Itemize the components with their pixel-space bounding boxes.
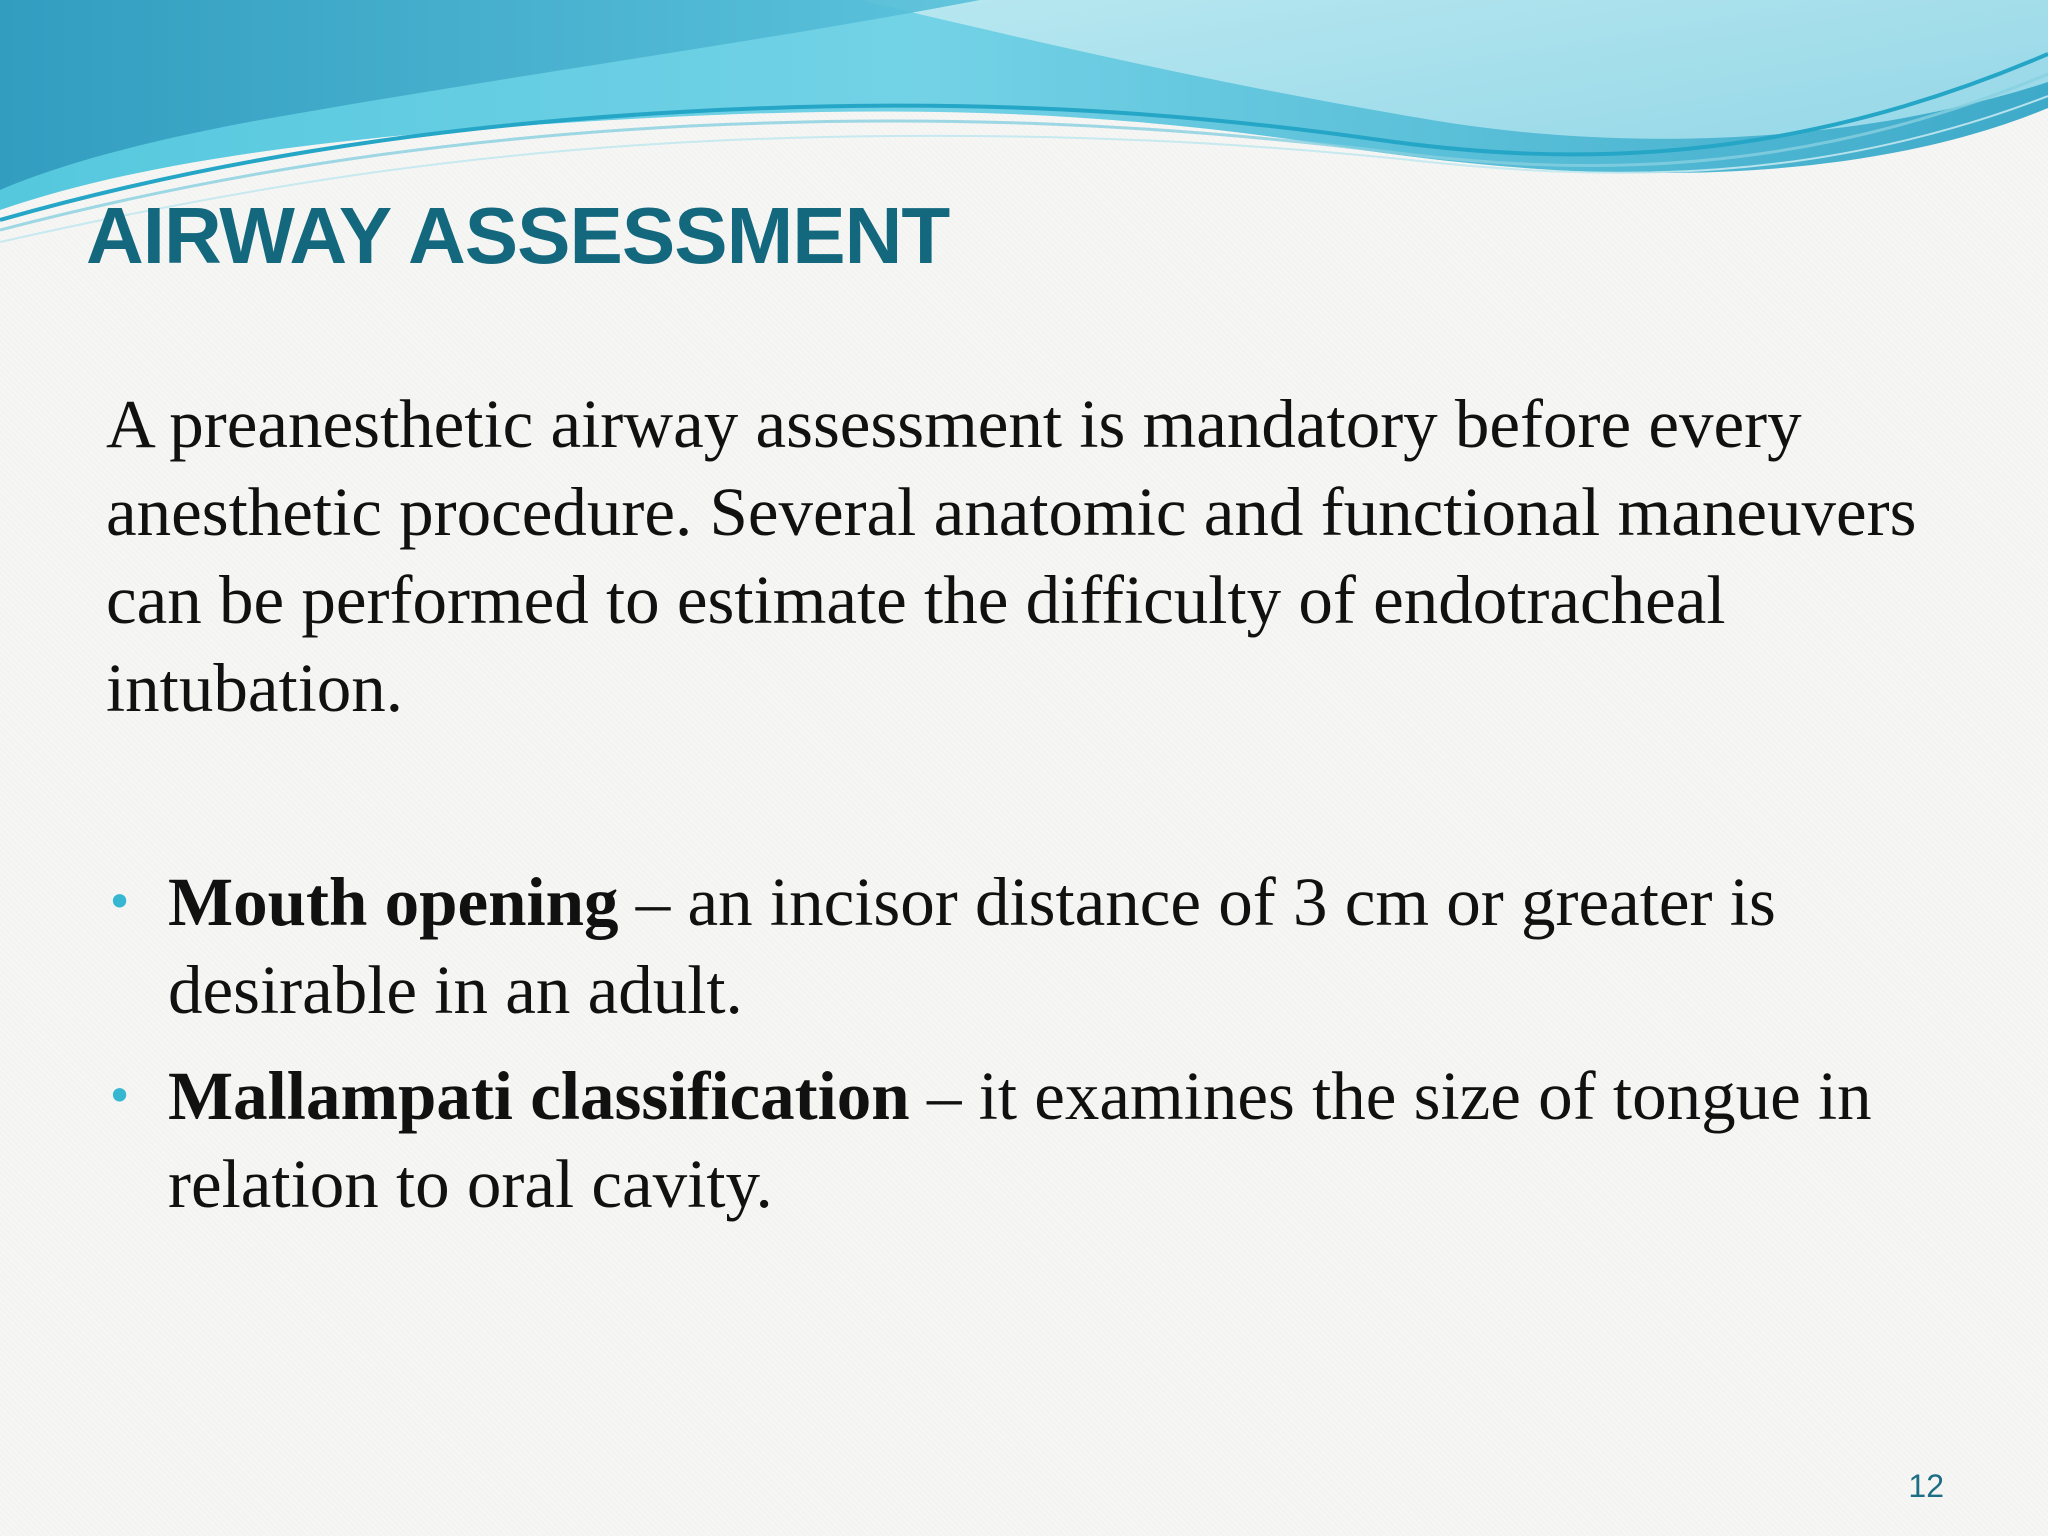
page-title: AIRWAY ASSESSMENT: [86, 191, 950, 280]
bullet-dot-icon: •: [106, 875, 134, 929]
bullet-term: Mallampati classification: [168, 1058, 910, 1134]
bullet-dot-icon: •: [106, 1069, 134, 1123]
bullet-description: – it examines the size of tongue in relation to oral cavity.: [168, 1058, 1872, 1222]
bullet-description: – an incisor distance of 3 cm or greater is desirable in an adult.: [168, 864, 1776, 1028]
intro-paragraph: A preanesthetic airway assessment is mandatory before every anesthetic procedure. Several anatomic and functional maneuvers can be performed to estimate the difficulty of endotracheal intubation.: [106, 386, 1917, 726]
bullet-list: [106, 858, 1986, 1246]
slide-page-number: 12: [1908, 1468, 1944, 1504]
bullet-term: Mouth opening: [168, 864, 619, 940]
list-item: [106, 1052, 1986, 1228]
list-item: [106, 858, 1986, 1034]
